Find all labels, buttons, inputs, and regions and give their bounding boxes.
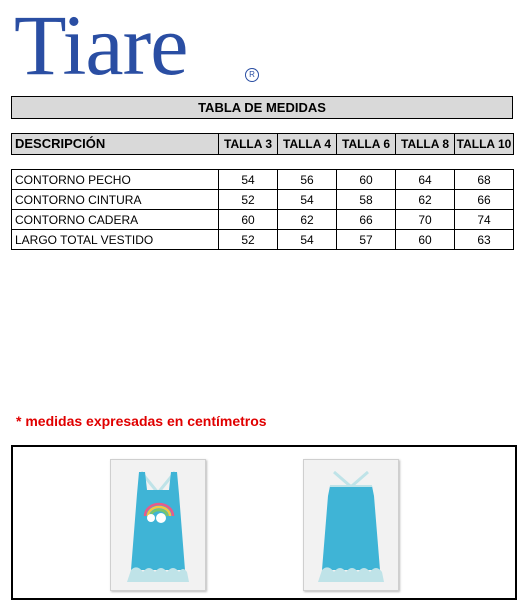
measure-cell: 62 [396, 190, 455, 210]
measure-cell: 52 [219, 190, 278, 210]
brand-name: Tiare [14, 0, 188, 93]
table-row [12, 210, 514, 230]
measure-cell: 64 [396, 170, 455, 190]
size-header: TALLA 8 [396, 134, 455, 155]
measure-cell: 70 [396, 210, 455, 230]
table-title: TABLA DE MEDIDAS [11, 96, 513, 119]
measure-cell: 54 [219, 170, 278, 190]
brand-logo [14, 0, 188, 93]
registered-mark: R [245, 68, 259, 82]
measure-cell: 63 [455, 230, 514, 250]
table-row [12, 190, 514, 210]
description-header: DESCRIPCIÓN [12, 134, 219, 155]
size-table [11, 169, 514, 250]
measure-cell: 68 [455, 170, 514, 190]
size-header: TALLA 6 [337, 134, 396, 155]
dress-back-image [303, 459, 399, 591]
size-table-header [11, 133, 514, 155]
dress-front-image [110, 459, 206, 591]
row-label: CONTORNO CINTURA [12, 190, 219, 210]
measure-cell: 60 [337, 170, 396, 190]
measure-cell: 60 [219, 210, 278, 230]
measure-cell: 54 [278, 230, 337, 250]
measure-cell: 66 [337, 210, 396, 230]
measure-cell: 74 [455, 210, 514, 230]
measure-cell: 66 [455, 190, 514, 210]
units-note: * medidas expresadas en centímetros [16, 413, 267, 429]
row-label: CONTORNO CADERA [12, 210, 219, 230]
size-header: TALLA 4 [278, 134, 337, 155]
row-label: CONTORNO PECHO [12, 170, 219, 190]
measure-cell: 54 [278, 190, 337, 210]
size-header: TALLA 3 [219, 134, 278, 155]
header-row [12, 134, 514, 155]
table-row [12, 170, 514, 190]
measure-cell: 60 [396, 230, 455, 250]
row-label: LARGO TOTAL VESTIDO [12, 230, 219, 250]
measure-cell: 62 [278, 210, 337, 230]
measure-cell: 56 [278, 170, 337, 190]
measure-cell: 58 [337, 190, 396, 210]
measure-cell: 52 [219, 230, 278, 250]
product-images [11, 445, 517, 600]
measure-cell: 57 [337, 230, 396, 250]
size-header: TALLA 10 [455, 134, 514, 155]
table-row [12, 230, 514, 250]
